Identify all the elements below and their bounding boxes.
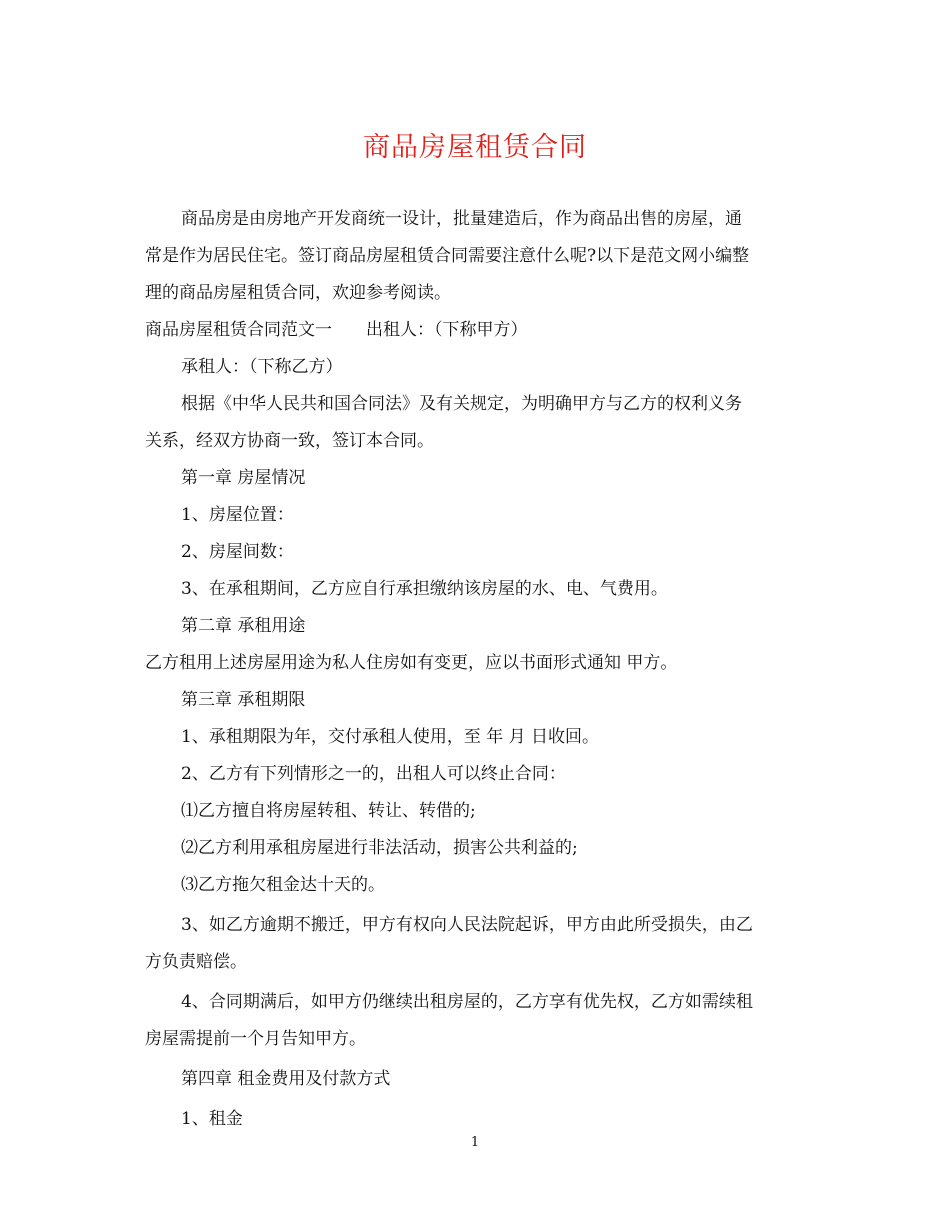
termination-item-2: ⑵乙方利用承租房屋进行非法活动，损害公共利益的; bbox=[181, 838, 578, 858]
clause-term: 1、承租期限为年，交付承租人使用，至 年 月 日收回。 bbox=[181, 727, 600, 747]
clause-eviction-line-2: 方负责赔偿。 bbox=[145, 952, 247, 972]
clause-renewal-line-1: 4、合同期满后，如甲方仍继续出租房屋的，乙方享有优先权，乙方如需续租 bbox=[181, 992, 753, 1012]
document-body bbox=[145, 201, 807, 1138]
intro-line-3: 理的商品房屋租赁合同，欢迎参考阅读。 bbox=[145, 283, 451, 303]
clause-termination: 2、乙方有下列情形之一的，出租人可以终止合同： bbox=[181, 764, 566, 784]
clause-rent: 1、租金 bbox=[181, 1109, 243, 1129]
intro-line-2: 常是作为居民住宅。签订商品房屋租赁合同需要注意什么呢?以下是范文网小编整 bbox=[145, 246, 750, 266]
clause-location: 1、房屋位置： bbox=[181, 505, 294, 525]
clause-utilities: 3、在承租期间，乙方应自行承担缴纳该房屋的水、电、气费用。 bbox=[181, 579, 668, 599]
basis-line-2: 关系，经双方协商一致，签订本合同。 bbox=[145, 431, 434, 451]
termination-item-3: ⑶乙方拖欠租金达十天的。 bbox=[181, 875, 385, 895]
sample-heading-line: 商品房屋租赁合同范文一 出租人：（下称甲方） bbox=[145, 320, 528, 340]
page-number: 1 bbox=[470, 1135, 480, 1150]
clause-eviction-line-1: 3、如乙方逾期不搬迁，甲方有权向人民法院起诉，甲方由此所受损失，由乙 bbox=[181, 915, 753, 935]
chapter-4-heading: 第四章 租金费用及付款方式 bbox=[181, 1069, 391, 1089]
document-title: 商品房屋租赁合同 bbox=[363, 132, 587, 163]
chapter-3-heading: 第三章 承租期限 bbox=[181, 690, 306, 710]
clause-usage: 乙方租用上述房屋用途为私人住房如有变更，应以书面形式通知 甲方。 bbox=[145, 653, 678, 673]
termination-item-1: ⑴乙方擅自将房屋转租、转让、转借的; bbox=[181, 801, 476, 821]
basis-line-1: 根据《中华人民共和国合同法》及有关规定，为明确甲方与乙方的权利义务 bbox=[181, 394, 742, 414]
intro-line-1: 商品房是由房地产开发商统一设计，批量建造后，作为商品出售的房屋，通 bbox=[181, 209, 742, 229]
chapter-2-heading: 第二章 承租用途 bbox=[181, 616, 306, 636]
clause-renewal-line-2: 房屋需提前一个月告知甲方。 bbox=[145, 1029, 366, 1049]
lessee-line: 承租人：（下称乙方） bbox=[181, 357, 343, 377]
chapter-1-heading: 第一章 房屋情况 bbox=[181, 468, 306, 488]
clause-rooms: 2、房屋间数： bbox=[181, 542, 294, 562]
